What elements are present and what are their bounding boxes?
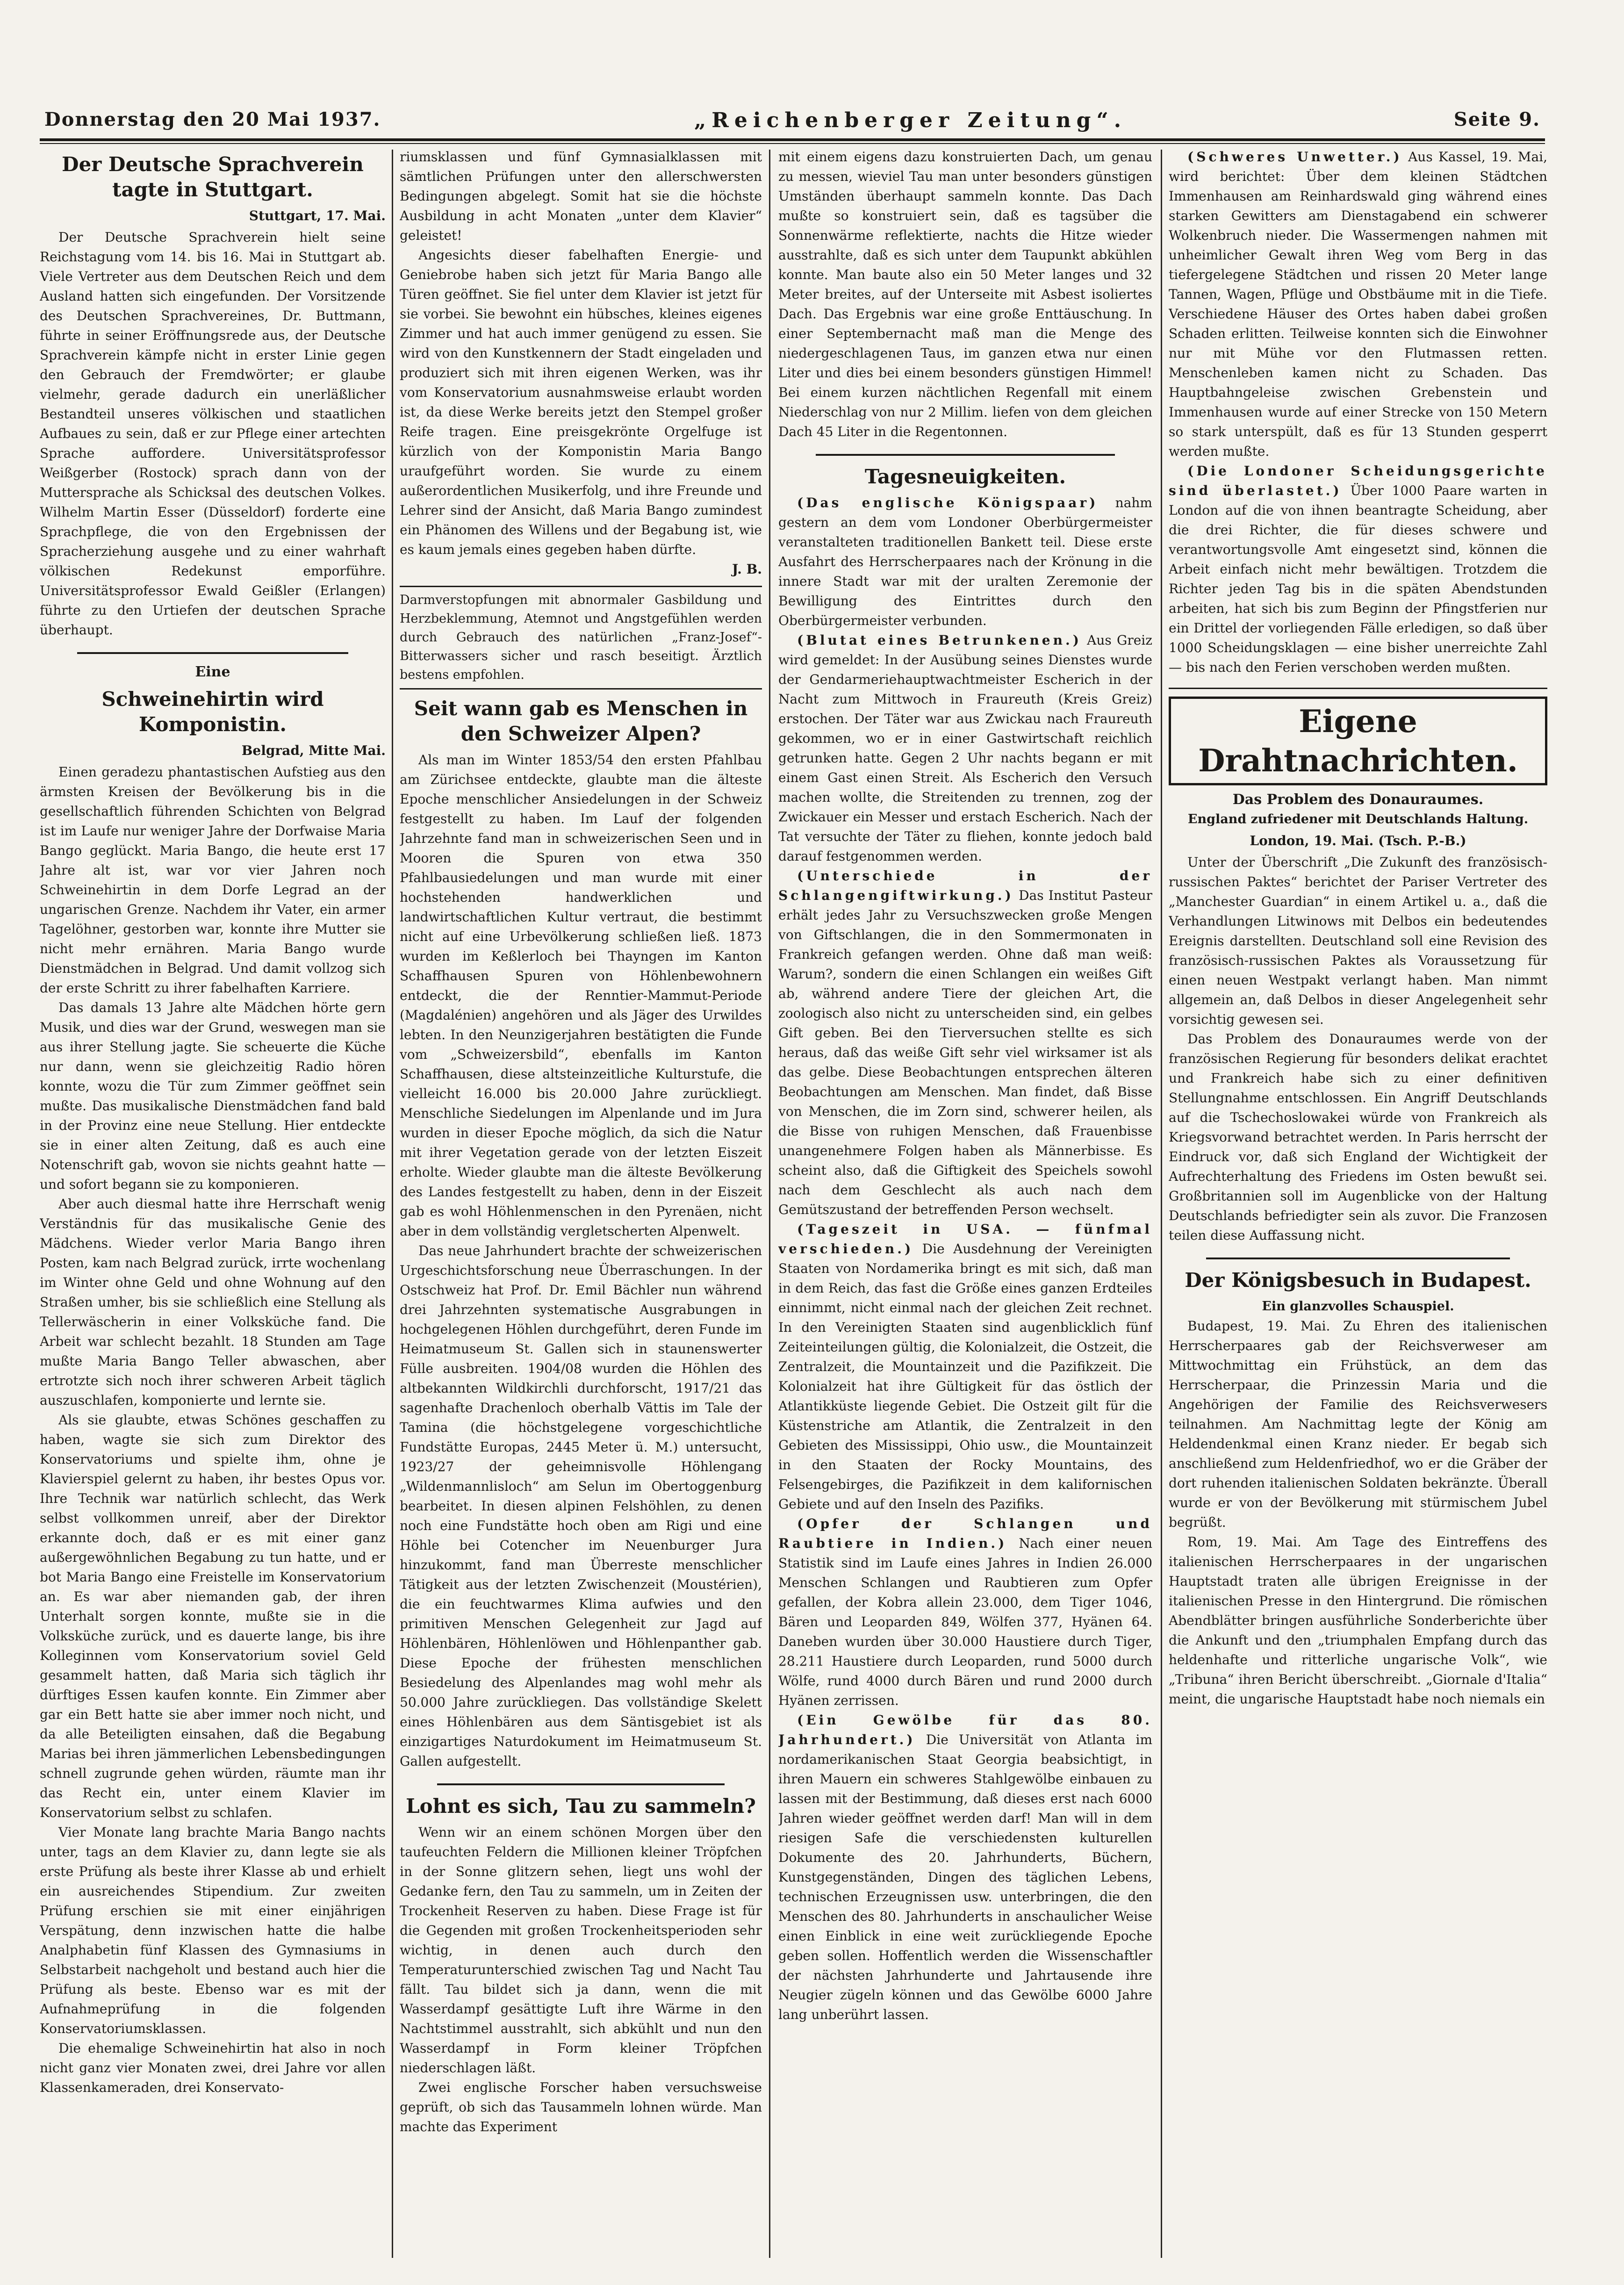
masthead — [44, 104, 1540, 137]
column-3 — [778, 147, 1152, 2260]
news-item-text: Aus Greiz wird gemeldet: In der Ausübung seines Dienstes wurde der Gendarmeriehauptwachtmeister Escherich in der Nacht zum Mittwoch in Fraureuth (Kreis Greiz) erstochen. Der Täter war aus Zwickau nach Fraureuth gekommen, wo er in einer Gastwirtschaft reichlich getrunken hatte. Gegen 2 Uhr nachts begann er mit einem Gast einen Streit. Als Escherich den Versuch machen wollte, die Streitenden zu trennen, zog der Zwickauer ein Messer und erstach Escherich. Nach der Tat versuchte der Täter zu fliehen, konnte jedoch bald darauf festgenommen werden. — [778, 632, 1152, 864]
news-item — [1169, 147, 1547, 461]
news-item-heading: (Tageszeit in USA. — fünfmal verschieden.) — [778, 1222, 1152, 1257]
article-paragraph: Das Problem des Donauraumes werde von der französischen Regierung für besonders delikat erachtet und Frankreich habe sich zu einer definitiven Stellungnahme entschlossen. Ein Angriff Deutschlands auf die Tschechoslowakei würde von Frankreich als Kriegsvorwand betrachtet werden. In Paris herrscht der Eindruck vor, daß sich England der Wichtigkeit der Aufrechterhaltung des Friedens im Osten bewußt sei. Großbritannien soll im Augenblicke von der Haltung Deutschlands befriedigter sein als zuvor. Die Franzosen teilen diese Auffassung nicht. — [1169, 1031, 1547, 1243]
news-item — [778, 866, 1152, 1220]
article-paragraph: Budapest, 19. Mai. Zu Ehren des italienischen Herrscherpaares gab der Reichsverweser am Mittwochmittag ein Frühstück, an dem das Herrscherpaar, die Prinzessin Maria und die Angehörigen der Familie des Reichsverwesers teilnahmen. Am Nachmittag legte der König am Heldendenkmal einen Kranz nieder. Er begab sich anschließend zum Heldenfriedhof, wo er die Gräber der dort ruhenden italienischen Soldaten bekränzte. Überall wurde er von der Bevölkerung mit stürmischem Jubel begrüßt. — [1169, 1318, 1547, 1530]
article-headline: Lohnt es sich, Tau zu sammeln? — [406, 1795, 756, 1818]
newspaper-title: „Reichenberger Zeitung“. — [694, 108, 1127, 132]
news-item-heading: (Opfer der Schlangen und Raubtiere in Indien.) — [778, 1516, 1152, 1551]
article-paragraph: Das damals 13 Jahre alte Mädchen hörte gern Musik, und dies war der Grund, weswegen man sie aus ihrer Stellung jagte. Sie scheuerte die Küche nur dann, wenn sie gleichzeitig Radio hören konnte, wozu die Tür zum Zimmer geöffnet sein mußte. Das musikalische Dienstmädchen fand bald in der Provinz eine neue Stellung. Hier entdeckte sie in einer alten Zeitung, daß es auch eine Notenschrift gab, wovon sie nichts geahnt hatte — und sofort begann sie zu komponieren. — [40, 1000, 386, 1192]
masthead-rule — [40, 138, 1545, 141]
article-dateline: Belgrad, Mitte Mai. — [241, 743, 386, 758]
article-paragraph: Rom, 19. Mai. Am Tage des Eintreffens des italienischen Herrscherpaares in der ungarischen Hauptstadt traten alle übrigen Ereignisse in der italienischen Presse in den Hintergrund. Die römischen Abendblätter bringen ausführliche Sonderberichte über die Ankunft und den „triumphalen Empfang durch das heldenhafte und ritterliche ungarische Volk“, wie „Tribuna“ ihren Bericht überschreibt. „Giornale d'Italia“ meint, die ungarische Hauptstadt habe noch niemals ein — [1169, 1534, 1547, 1707]
article-dateline: London, 19. Mai. (Tsch. P.-B.) — [1250, 833, 1466, 848]
news-item — [778, 1710, 1152, 2025]
column-divider — [1161, 150, 1162, 2258]
news-item — [778, 493, 1152, 631]
article-separator — [1206, 1257, 1510, 1259]
article-headline: Das Problem des Donauraumes. — [1232, 791, 1484, 808]
article-separator — [816, 454, 1115, 456]
section-headline: Tagesneuigkeiten. — [864, 465, 1066, 488]
issue-date: Donnerstag den 20 Mai 1937. — [44, 108, 381, 130]
article-paragraph: Wenn wir an einem schönen Morgen über den taufeuchten Feldern die Millionen kleiner Tröpfchen in der Sonne glitzern sehen, liegt uns wohl der Gedanke fern, den Tau zu sammeln, um in Zeiten der Trockenheit Reserven zu haben. Diese Frage ist für die Gegenden mit großen Trockenheitsperioden sehr wichtig, in denen auch durch den Temperaturunterschied zwischen Tag und Nacht Tau fällt. Tau bildet sich ja dann, wenn die mit Wasserdampf gesättigte Luft ihre Wärme in den Nachtstimmel ausstrahlt, sich abkühlt und nun den Wasserdampf in Form kleiner Tröpfchen niederschlagen läßt. — [400, 1825, 762, 2076]
article-paragraph: mit einem eigens dazu konstruierten Dach, um genau zu messen, wieviel Tau man unter besonders günstigen Umständen überhaupt sammeln konnte. Das Dach mußte so konstruiert sein, daß es tagsüber die Sonnenwärme reflektierte, nachts die Hitze wieder ausstrahlte, daß es sich unter dem Taupunkt abkühlen konnte. Man baute also ein 50 Meter langes und 32 Meter breites, auf der Unterseite mit Asbest isoliertes Dach. Das Ergebnis war eine große Enttäuschung. In einer Septembernacht maß man die Menge des niedergeschlagenen Taus, im ganzen etwa nur einen Liter und dies bei einem besonders günstigen Himmel! Bei einem kurzen nächtlichen Regenfall mit einem Niederschlag von nur 2 Millim. liefen von dem gleichen Dach 45 Liter in die Regentonnen. — [778, 149, 1152, 439]
article-subheadline: Ein glanzvolles Schauspiel. — [1262, 1299, 1454, 1314]
news-item-text: Das Institut Pasteur erhält jedes Jahr zu Versuchszwecken große Mengen von Giftschlangen, die in den Sommermonaten in Frankreich gefangen werden. Ohne daß man weiß: Warum?, sondern die einen Schlangen ein weißes Gift ab, während andere Tiere der gleichen Art, die zoologisch also nicht zu unterscheiden sind, ein gelbes Gift geben. Bei den Tierversuchen stellte es sich heraus, daß das weiße Gift sehr viel wirksamer ist als das gelbe. Diese Beobachtungen entsprechen älteren Beobachtungen am Menschen. Man findet, daß Bisse von Menschen, die im Zorn sind, schwerer heilen, als die Bisse von ruhigen Menschen, daß Frauenbisse unangenehmere Folgen haben als Männerbisse. Es scheint also, daß die Giftigkeit des Speichels sowohl nach dem Geschlecht als auch nach dem Gemütszustand der betreffenden Person wechselt. — [778, 888, 1152, 1217]
article-paragraph: Vier Monate lang brachte Maria Bango nachts unter, tags an dem Klavier zu, dann legte sie als erste Prüfung als beste ihrer Klasse ab und erhielt ein ausreichendes Stipendium. Zur zweiten Prüfung erschien sie mit einer einjährigen Verspätung, denn inzwischen hatte die halbe Analphabetin fünf Klassen des Gymnasiums in Selbstarbeit nachgeholt und bestand auch hier die Prüfung als beste. Ebenso war es mit der Aufnahmeprüfung in die folgenden Konservatoriumsklassen. — [40, 1825, 386, 2036]
news-item-heading: (Die Londoner Scheidungsgerichte sind überlastet.) — [1169, 463, 1547, 498]
article-paragraph: riumsklassen und fünf Gymnasialklassen mit sämtlichen Prüfungen unter den allerschwersten Bedingungen abgelegt. Somit hat sie die höchste Ausbildung in acht Monaten „unter dem Klavier“ geleistet! — [400, 149, 762, 243]
news-item-heading: (Unterschiede in der Schlangengiftwirkung.) — [778, 868, 1152, 903]
article-paragraph: Angesichts dieser fabelhaften Energie- und Geniebrobe haben sich jetzt für Maria Bango alle Türen geöffnet. Sie fiel unter dem Klavier ist jetzt für sie vorbei. Sie bewohnt ein hübsches, kleines eigenes Zimmer und hat auch immer genügend zu essen. Sie wird von den Kunstkennern der Stadt eingeladen und produziert sich mit ihren eigenen Werken, was ihr vom Konservatorium ausnahmsweise erlaubt worden ist, da diese Werke bereits jetzt den Stempel großer Reife tragen. Eine preisgekrönte Orgelfuge ist kürzlich von der Komponistin Maria Bango uraufgeführt worden. Sie wurde zu einem außerordentlichen Musikerfolg, und ihre Freunde und Lehrer sind der Ansicht, daß Maria Bango zumindest ein Phänomen des Willens und der Begabung ist, wie es kaum jemals eines gegeben haben dürfte. — [400, 247, 762, 557]
news-item — [778, 631, 1152, 866]
page-number: Seite 9. — [1453, 108, 1540, 130]
column-1 — [40, 147, 386, 2260]
article-subheadline: England zufriedener mit Deutschlands Haltung. — [1187, 812, 1529, 826]
article-headline: Der Deutsche Sprachverein tagte in Stuttgart. — [62, 153, 364, 201]
article-headline: Der Königsbesuch in Budapest. — [1185, 1269, 1531, 1292]
article-paragraph: Unter der Überschrift „Die Zukunft des französisch-russischen Paktes“ berichtet der Pariser Vertreter des „Manchester Guardian“ in einem Artikel u. a., daß die Verhandlungen Litwinows mit Delbos ein bedeutendes Ereignis darstellten. Deutschland soll eine Revision des französisch-russischen Paktes als Voraussetzung für einen neuen Westpakt verlangt haben. Man nimmt allgemein an, daß Delbos in dieser Angelegenheit sehr vorsichtig gewesen sei. — [1169, 855, 1547, 1027]
article-headline: Seit wann gab es Menschen in den Schweizer Alpen? — [414, 697, 748, 745]
news-item-text: Aus Kassel, 19. Mai, wird berichtet: Über dem kleinen Städtchen Immenhausen am Reinhardswald ging während eines starken Gewitters am Dienstagabend ein schwerer Wolkenbruch nieder. Die Wassermengen nahmen mit unheimlicher Gewalt ihren Weg vom Berg in das tiefergelegene Städtchen und rissen 20 Meter lange Tannen, Wagen, Pflüge und Obstbäume mit in die Tiefe. Verschiedene Häuser des Ortes haben dabei großen Schaden erlitten. Teilweise konnten sich die Einwohner nur mit Mühe vor den Flutmassen retten. Menschenleben kamen nicht zu Schaden. Das Hauptbahngeleise zwischen Grebenstein und Immenhausen wurde auf einer Strecke von 150 Metern so stark unterspült, daß es für 13 Stunden gesperrt werden mußte. — [1169, 149, 1547, 459]
column-4 — [1169, 147, 1547, 2260]
article-separator — [437, 1783, 725, 1785]
column-divider — [392, 150, 393, 2258]
news-item-heading: (Ein Gewölbe für das 80. Jahrhundert.) — [778, 1712, 1152, 1747]
article-paragraph: Als man im Winter 1853/54 den ersten Pfahlbau am Zürichsee entdeckte, glaubte man die älteste Epoche menschlicher Ansiedelungen in der Schweiz festgestellt zu haben. Im Lauf der folgenden Jahrzehnte fand man in schweizerischen Seen und in Mooren die Spuren von etwa 350 Pfahlbausiedelungen und man wurde mit einer hochstehenden handwerklichen und landwirtschaftlichen Kultur vertraut, die bestimmt nicht auf eine Urbevölkerung schließen ließ. 1873 wurden im Keßlerloch bei Thayngen im Kanton Schaffhausen Spuren von Höhlenbewohnern entdeckt, die der Renntier-Mammut-Periode (Magdalénien) angehören und als Jäger des Urwildes lebten. In den Neunzigerjahren bestätigten die Funde vom „Schweizersbild“, ebenfalls im Kanton Schaffhausen, diese altsteinzeitliche Kulturstufe, die vielleicht 16.000 bis 20.000 Jahre zurückliegt. Menschliche Siedelungen im Alpenlande und im Jura wurden in dieser Epoche möglich, da sich die Natur mit ihrer Vegetation gerade von der letzten Eiszeit erholte. Wieder glaubte man die älteste Bevölkerung des Landes festgestellt zu haben, denn in der Eiszeit gab es wohl Höhlenmenschen in den Pyrenäen, nicht aber in dem vollständig vergletscherten Alpenwelt. — [400, 752, 762, 1239]
article-paragraph: Die ehemalige Schweinehirtin hat also in noch nicht ganz vier Monaten zwei, drei Jahre vor allen Klassenkameraden, drei Konservato- — [40, 2041, 386, 2095]
news-item-heading: (Schweres Unwetter.) — [1187, 149, 1402, 165]
article-paragraph: Zwei englische Forscher haben versuchsweise geprüft, ob sich das Tausammeln lohnen würde. Man machte das Experiment — [400, 2080, 762, 2134]
author-signature: J. B. — [732, 561, 762, 577]
news-item — [778, 1514, 1152, 1710]
advertisement-notice: Darmverstopfungen mit abnormaler Gasbildung und Herzbeklemmung, Atemnot und Angstgefühlen werden durch Gebrauch des natürlichen „Franz-Josef“-Bitterwassers sicher und rasch beseitigt. Ärztlich bestens empfohlen. — [400, 586, 762, 690]
article-kicker: Eine — [195, 664, 230, 680]
news-item-text: Die Universität von Atlanta im nordamerikanischen Staat Georgia beabsichtigt, in ihren Mauern ein schweres Stahlgewölbe einbauen zu lassen mit der Bestimmung, daß dieses erst nach 6000 Jahren wieder geöffnet werden darf! Man will in dem riesigen Safe die verschiedensten kulturellen Dokumente des 20. Jahrhunderts, Büchern, Kunstgegenständen, Dingen des täglichen Lebens, technischen Erzeugnissen usw. unterbringen, die den Menschen des 80. Jahrhunderts in anschaulicher Weise einen Einblick in eine weit zurückliegende Epoche geben sollen. Hoffentlich werden die Wissenschaftler der nächsten Jahrhunderte und Jahrtausende ihre Neugier zügeln können und das Gewölbe 6000 Jahre lang unberührt lassen. — [778, 1732, 1152, 2022]
article-paragraph: Das neue Jahrhundert brachte der schweizerischen Urgeschichtsforschung neue Überraschungen. In der Ostschweiz hat Prof. Dr. Emil Bächler nun während drei Jahrzehnten systematische Ausgrabungen in hochgelegenen Höhlen durchgeführt, deren Funde im Heimatmuseum St. Gallen sich in staunenswerter Fülle ausbreiten. 1904/08 wurden die Höhlen des altbekannten Wildkirchli durchforscht, 1917/21 das sagenhafte Drachenloch oberhalb Vättis im Tale der Tamina (die höchstgelegene vorgeschichtliche Fundstätte Europas, 2445 Meter ü. M.) untersucht, 1923/27 der geheimnisvolle Höhlengang „Wildenmannlisloch“ am Selun im Obertoggenburg bearbeitet. In diesen alpinen Felshöhlen, zu denen noch eine Fundstätte hoch oben am Rigi und eine Höhle bei Cotencher im Neuenburger Jura hinzukommt, fand man Überreste menschlicher Tätigkeit aus der letzten Zwischenzeit (Moustérien), die ein feuchtwarmes Klima aufwies und den primitiven Menschen Gelegenheit zur Jagd auf Höhlenbären, Höhlenlöwen und Höhlenpanther gab. Diese Epoche der frühesten menschlichen Besiedelung des Alpenlandes mag wohl mehr als 50.000 Jahre zurückliegen. Das vollständige Skelett eines Höhlenbären aus dem Säntisgebiet ist als einzigartiges Naturdokument im Heimatmuseum St. Gallen aufgestellt. — [400, 1243, 762, 1769]
article-paragraph: Als sie glaubte, etwas Schönes geschaffen zu haben, wagte sie sich zum Direktor des Konservatoriums und spielte ihm, ohne je Klavierspiel gelernt zu haben, ihr bestes Opus vor. Ihre Technik war natürlich schlecht, das Werk selbst vollkommen unreif, aber der Direktor erkannte doch, daß er es mit einer ganz außergewöhnlichen Begabung zu tun hatte, und er bot Maria Bango eine Freistelle im Konservatorium an. Es war aber niemanden gab, der ihren Unterhalt sorgen konnte, mußte sie in die Volksküche zurück, und es dauerte lange, bis ihre Kolleginnen vom Konservatorium soviel Geld gesammelt hatten, daß Maria sich täglich ihr dürftiges Essen kaufen konnte. Ein Zimmer aber gar ein Bett hatte sie aber immer noch nicht, und da alle Beteiligten einsahen, daß die Begabung Marias bei ihren jämmerlichen Lebensbedingungen schnell zugrunde gehen würden, räumte man ihr das Recht ein, unter einem Klavier im Konservatorium selbst zu schlafen. — [40, 1412, 386, 1820]
article-paragraph: Aber auch diesmal hatte ihre Herrschaft wenig Verständnis für das musikalische Genie des Mädchens. Wieder verlor Maria Bango ihren Posten, kam nach Belgrad zurück, irrte wochenlang im Winter ohne Geld und ohne Wohnung auf den Straßen umher, bis sie schließlich eine Stellung als Tellerwäscherin in einer Volksküche fand. Die Arbeit war schlecht bezahlt. 18 Stunden am Tage mußte Maria Bango Teller abwaschen, aber ertrotzte sich noch ihrer schweren Arbeit täglich auszuschlafen, komponierte und lernte sie. — [40, 1196, 386, 1408]
news-item — [1169, 461, 1547, 677]
news-item-text: Die Ausdehnung der Vereinigten Staaten von Nordamerika bringt es mit sich, daß man in dem Reich, das fast die Größe eines ganzen Erdteiles einnimmt, nicht einmal nach der gleichen Zeit rechnet. In den Vereinigten Staaten sind augenblicklich fünf Zeiteinteilungen gültig, die Kolonialzeit, die Ostzeit, die Zentralzeit, die Mountainzeit und die Pazifikzeit. Die Kolonialzeit hat ihre Gültigkeit für das östlich der Atlantikküste liegende Gebiet. Die Ostzeit gilt für die Küstenstriche am Atlantik, die Zentralzeit in den Gebieten des Mississippi, Ohio usw., die Mountainzeit in den Staaten der Rocky Mountains, des Felsengebirges, die Pazifikzeit in dem kalifornischen Gebiete und auf den Inseln des Pazifiks. — [778, 1241, 1152, 1512]
article-dateline: Stuttgart, 17. Mai. — [249, 208, 386, 223]
column-divider — [769, 150, 770, 2258]
column-2 — [400, 147, 762, 2260]
article-paragraph: Der Deutsche Sprachverein hielt seine Reichstagung vom 14. bis 16. Mai in Stuttgart ab. Viele Vertreter aus dem Deutschen Reich und dem Ausland hatten sich eingefunden. Der Vorsitzende des Deutschen Sprachvereines, Dr. Buttmann, führte in seiner Eröffnungsrede aus, der Deutsche Sprachverein kämpfe nicht in erster Linie gegen den Gebrauch der Fremdwörter; er glaube vielmehr, gerade dadurch ein unerläßlicher Bestandteil unseres völkischen und staatlichen Aufbaues zu sein, daß er zur Pflege einer artechten Sprache auffordere. Universitätsprofessor Weißgerber (Rostock) sprach dann von der Muttersprache als Schicksal des deutschen Volkes. Wilhelm Martin Esser (Düsseldorf) forderte eine Sprachpflege, die von den Ergebnissen der Spracherziehung ausgehe und zu einer wahrhaft völkischen Redekunst emporführe. Universitätsprofessor Ewald Geißler (Erlangen) führte zu den Urtiefen der deutschen Sprache überhaupt. — [40, 230, 386, 638]
news-item-heading: (Das englische Königspaar) — [797, 495, 1099, 510]
section-separator — [1169, 688, 1547, 689]
article-paragraph: Einen geradezu phantastischen Aufstieg aus den ärmsten Kreisen der Bevölkerung bis in die gesellschaftlich führenden Schichten von Belgrad ist im Laufe nur weniger Jahre der Dorfwaise Maria Bango geglückt. Maria Bango, die heute erst 17 Jahre alt ist, war vor vier Jahren noch Schweinehirtin in dem Dorfe Legrad an der ungarischen Grenze. Nachdem ihr Vater, ein armer Tagelöhner, gestorben war, konnte ihre Mutter sie nicht mehr ernähren. Maria Bango wurde Dienstmädchen in Belgrad. Und damit vollzog sich der erste Schritt zu ihrer fabelhaften Karriere. — [40, 764, 386, 996]
article-headline: Schweinehirtin wird Komponistin. — [101, 688, 324, 736]
news-item-text: Nach einer neuen Statistik sind im Laufe eines Jahres in Indien 26.000 Menschen Schlangen und Raubtieren zum Opfer gefallen, der Kobra allein 23.000, dem Tiger 1046, Bären und Leoparden 849, Wölfen 377, Hyänen 64. Daneben wurden über 30.000 Haustiere durch Tiger, 28.211 Haustiere durch Leoparden, rund 5000 durch Wölfe, rund 4000 durch Bären und rund 2000 durch Hyänen zerrissen. — [778, 1536, 1152, 1708]
news-item-heading: (Blutat eines Betrunkenen.) — [797, 632, 1082, 648]
news-item-text: nahm gestern an dem vom Londoner Oberbürgermeister veranstalteten traditionellen Bankett teil. Diese erste Ausfahrt des Herrscherpaares nach der Krönung in die innere Stadt war mit der uralten Zeremonie der Bewilligung des Eintrittes durch den Oberbürgermeister verbunden. — [778, 495, 1152, 628]
article-separator — [77, 652, 348, 654]
section-banner: Eigene Drahtnachrichten. — [1169, 697, 1547, 785]
masthead-rule-thin — [40, 143, 1545, 144]
news-item — [778, 1220, 1152, 1514]
news-item-text: Über 1000 Paare warten in London auf die von ihnen beantragte Scheidung, aber die drei Richter, die für dieses schwere und verantwortungsvolle Amt eingesetzt sind, können die Arbeit einfach nicht mehr bewältigen. Trotzdem die Richter jeden Tag bis in die späten Abendstunden arbeiten, hat sich bis zum Beginn der Pfingstferien nur ein Drittel der vorliegenden Fälle erledigen, so daß über 1000 Scheidungsklagen — eine bisher unerreichte Zahl — bis nach den Ferien verschoben werden mußten. — [1169, 483, 1547, 675]
